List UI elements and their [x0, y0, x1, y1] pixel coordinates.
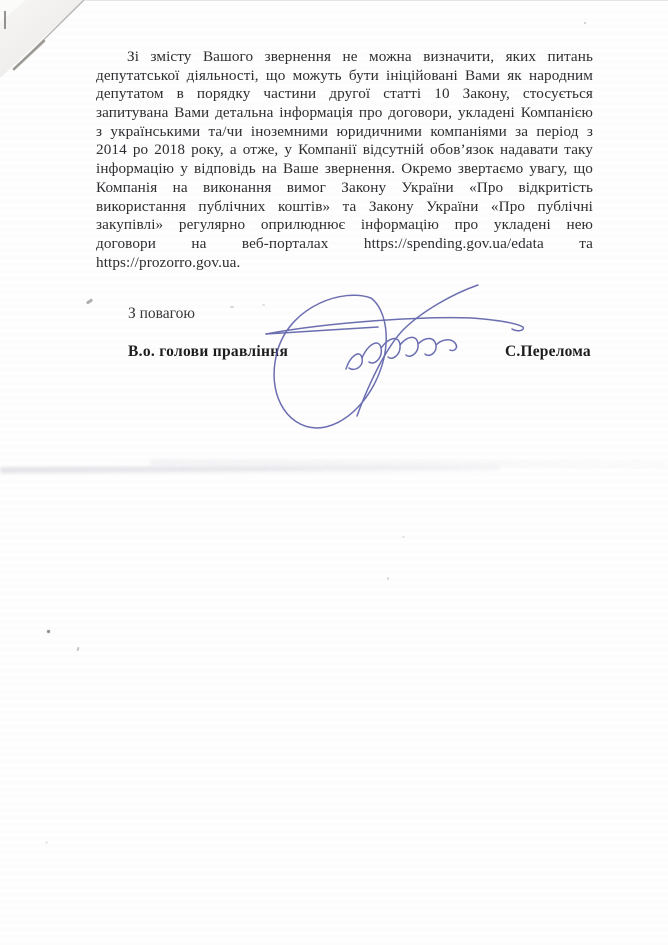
scan-speck — [402, 536, 405, 538]
paragraph-line: закупівлі» регулярно оприлюднює інформацію про укладені нею — [96, 216, 593, 234]
scan-speck — [86, 298, 93, 304]
signatory-role: В.о. голови правління — [128, 343, 289, 360]
paragraph-line: 2014 ро 2018 року, а отже, у Компанії відсутній обов’язок надавати таку — [96, 141, 593, 159]
scan-edge-line — [84, 0, 668, 1]
closing-salutation: З повагою — [128, 305, 195, 322]
paragraph-line: з українськими та/чи іноземними юридичними компаніями за період з — [96, 122, 593, 140]
page-fold-corner — [0, 0, 100, 90]
scan-speck — [47, 630, 50, 633]
scan-speck — [584, 22, 586, 24]
paragraph-line: використання публічних коштів» та Закону України «Про публічні — [96, 197, 593, 215]
scan-speck — [387, 577, 389, 580]
paragraph-line: депутатської діяльності, що можуть бути ініційовані Вами як народним — [96, 66, 593, 84]
paragraph-line: Компанія на виконання вимог Закону України «Про відкритість — [96, 178, 593, 196]
scan-speck — [262, 304, 265, 306]
paragraph-line: https://prozorro.gov.ua. — [96, 253, 241, 271]
handwritten-signature — [230, 275, 630, 445]
scan-speck — [76, 647, 79, 651]
signatory-name: С.Перелома — [505, 343, 591, 360]
paragraph-line: запитувана Вами детальна інформація про договори, укладені Компанією — [96, 104, 593, 122]
scan-crease-line — [0, 465, 500, 473]
paragraph-line: інформацію у відповідь на Ваше звернення. Окремо звертаємо увагу, що — [96, 160, 593, 178]
paragraph-line: Зі змісту Вашого звернення не можна визначити, яких питань — [127, 48, 593, 65]
scan-speck — [45, 841, 48, 844]
paragraph-line: депутатом в порядку частини другої статті 10 Закону, стосується — [96, 85, 593, 103]
scan-speck — [230, 306, 234, 308]
letter-body-paragraph — [96, 48, 593, 272]
paragraph-line: договори на веб-порталах https://spending.gov.ua/edata та — [96, 234, 593, 252]
